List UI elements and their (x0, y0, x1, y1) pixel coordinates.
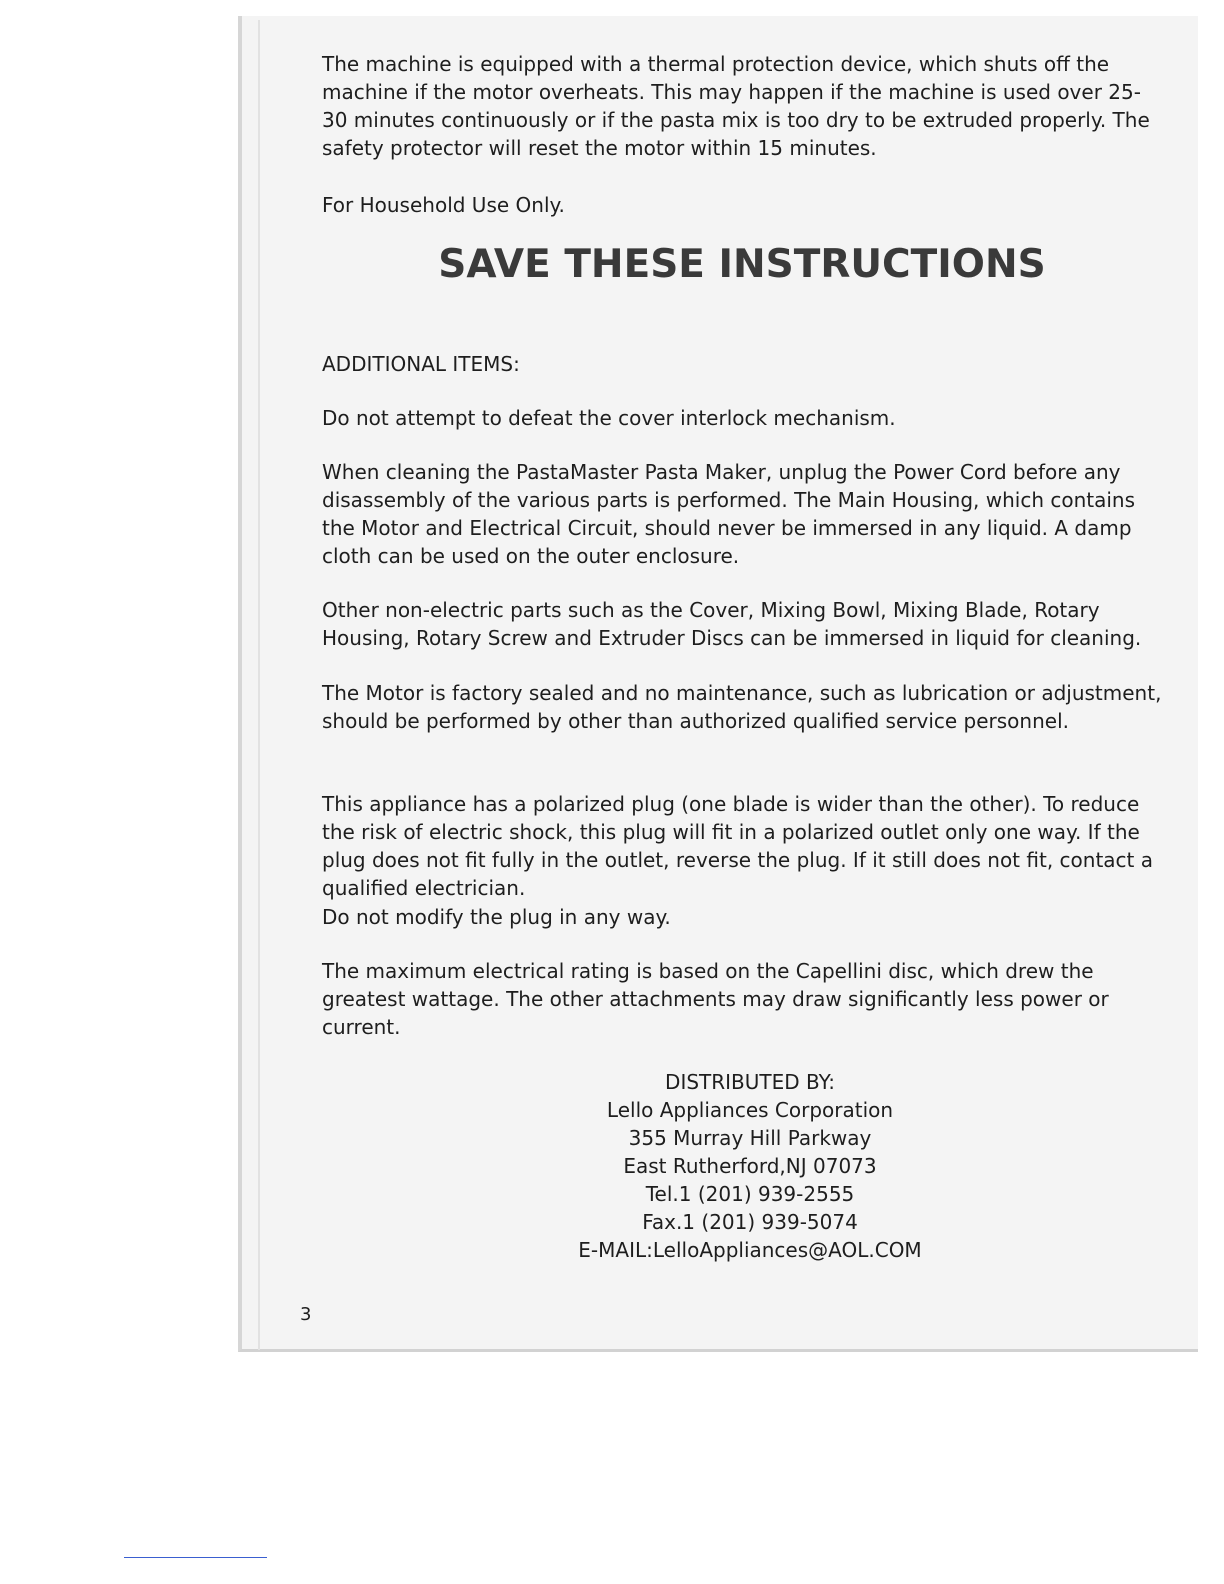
non-electric-parts-paragraph: Other non-electric parts such as the Cover, Mixing Bowl, Mixing Blade, Rotary Housing, Rotary Screw and Extruder Discs can be immersed in liquid for cleaning. (322, 598, 1142, 650)
page-binding-edge (258, 20, 260, 1350)
footnote-rule (124, 1557, 267, 1558)
distributed-by-label: DISTRIBUTED BY: (665, 1070, 835, 1094)
page-number: 3 (300, 1304, 312, 1325)
distributor-city: East Rutherford,NJ 07073 (623, 1154, 877, 1178)
save-instructions-heading: SAVE THESE INSTRUCTIONS (438, 242, 1046, 287)
household-use-note: For Household Use Only. (322, 193, 565, 217)
distributor-email: E-MAIL:LelloAppliances@AOL.COM (578, 1238, 922, 1262)
distributor-telephone: Tel.1 (201) 939-2555 (645, 1182, 855, 1206)
distributor-block (540, 1068, 960, 1264)
motor-maintenance-paragraph: The Motor is factory sealed and no maintenance, such as lubrication or adjustment, should be performed by other than authorized qualified service personnel. (322, 681, 1162, 733)
modify-plug-warning: Do not modify the plug in any way. (322, 905, 671, 929)
interlock-warning: Do not attempt to defeat the cover interlock mechanism. (322, 406, 896, 430)
thermal-protection-paragraph: The machine is equipped with a thermal protection device, which shuts off the machine if the motor overheats. This may happen if the machine is used over 25-30 minutes continuously or if the pasta mix is too dry to be extruded properly. The safety protector will reset the motor within 15 minutes. (322, 52, 1150, 160)
distributor-company: Lello Appliances Corporation (606, 1098, 894, 1122)
electrical-rating-paragraph: The maximum electrical rating is based on the Capellini disc, which drew the greatest wattage. The other attachments may draw significantly less power or current. (322, 959, 1109, 1039)
polarized-plug-paragraph: This appliance has a polarized plug (one blade is wider than the other). To reduce the risk of electric shock, this plug will fit in a polarized outlet only one way. If the plug does not fit fully in the outlet, reverse the plug. If it still does not fit, contact a qualified electrician. (322, 792, 1153, 900)
cleaning-paragraph: When cleaning the PastaMaster Pasta Maker, unplug the Power Cord before any disassembly of the various parts is performed. The Main Housing, which contains the Motor and Electrical Circuit, should never be immersed in any liquid. A damp cloth can be used on the outer enclosure. (322, 460, 1136, 568)
distributor-street: 355 Murray Hill Parkway (628, 1126, 872, 1150)
additional-items-label: ADDITIONAL ITEMS: (322, 352, 520, 376)
distributor-fax: Fax.1 (201) 939-5074 (642, 1210, 858, 1234)
